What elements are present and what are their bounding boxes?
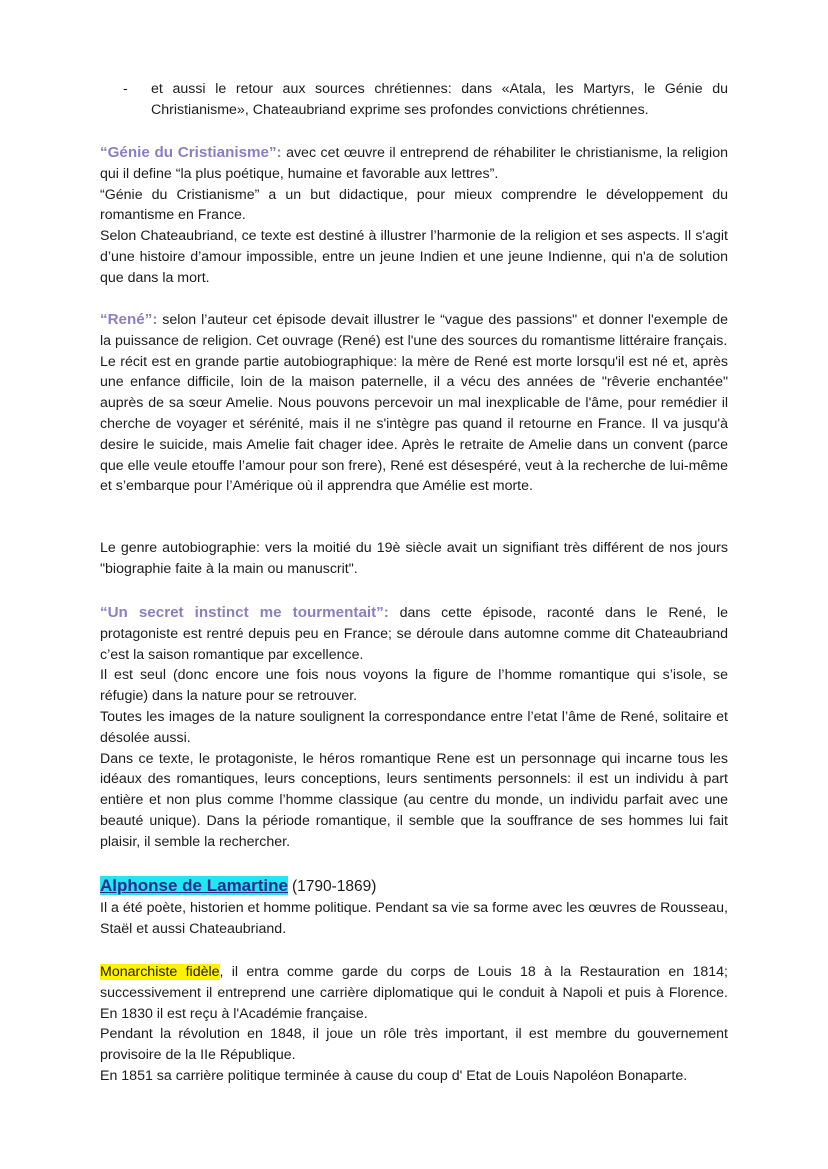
lamartine-section — [100, 876, 728, 939]
rene-section — [100, 310, 728, 497]
lamartine-name: Alphonse de Lamartine — [100, 876, 288, 895]
lamartine-paragraph-2: Monarchiste fidèle, il entra comme garde du corps de Louis 18 à la Restauration en 1814; successivement il entreprend une carrière diplomatique qui le conduit à Napoli et puis à Florence. En 1830 il est reçu à l'Académie française. — [100, 964, 728, 1022]
secret-paragraph-3: Toutes les images de la nature soulignent la correspondance entre l’etat l’âme de René, solitaire et désolée aussi. — [100, 708, 728, 746]
rene-title: “René”: — [100, 311, 158, 328]
genie-paragraph-3: Selon Chateaubriand, ce texte est destiné à illustrer l’harmonie de la religion et ses aspects. Il s'agit d’une histoire d’amour impossible, entre un jeune Indien et une jeune Indienne, qui n'a de solution que dans la mort. — [100, 228, 728, 286]
lamartine-paragraph-4: En 1851 sa carrière politique terminée à cause du coup d' Etat de Louis Napoléon Bonaparte. — [100, 1067, 688, 1084]
secret-paragraph-1: “Un secret instinct me tourmentait”: dans cette épisode, raconté dans le René, le protagoniste est rentré depuis peu en France; se déroule dans automne comme dit Chateaubriand c’est la saison romantique par excellence. — [100, 604, 728, 663]
secret-paragraph-4: Dans ce texte, le protagoniste, le héros romantique Rene est un personnage qui incarne tous les idéaux des romantiques, leurs conceptions, leurs sentiments personnels: il est un individu à part entière et non plus comme l’homme classique (au centre du monde, un individu parfait avec une beauté unique). Dans la période romantique, il semble que la souffrance de ses hommes lui fait plaisir, il semble la rechercher. — [100, 750, 728, 850]
genie-paragraph-2: “Génie du Cristianisme” a un but didactique, pour mieux comprendre le développement du romantisme en France. — [100, 186, 728, 224]
lamartine-career-section — [100, 962, 728, 1087]
monarchiste-highlight: Monarchiste fidèle — [100, 964, 220, 980]
secret-title: “Un secret instinct me tourmentait”: — [100, 604, 389, 621]
lamartine-paragraph-1: Il a été poète, historien et homme politique. Pendant sa vie sa forme avec les œuvres de Rousseau, Staël et aussi Chateaubriand. — [100, 899, 728, 937]
secret-paragraph-2: Il est seul (donc encore une fois nous voyons la figure de l’homme romantique qui s’isole, se réfugie) dans la nature pour se retrouver. — [100, 667, 728, 705]
genie-title: “Génie du Cristianisme”: — [100, 144, 282, 161]
secret-section — [100, 603, 728, 853]
rene-paragraph-2: Le récit est en grande partie autobiographique: la mère de René est morte lorsqu'il est né et, après une enfance difficile, loin de la maison paternelle, il a vécu des années de "rêverie enchantée" auprès de sa sœur Amelie. Nous pouvons percevoir un mal inexplicable de l'âme, pour remédier il cherche de voyager et sérénité, mais il ne s'intègre pas quand il retourne en France. Il va jusqu'à desire le suicide, mais Amelie fait chager idee. Après le retraite de Amelie dans un convent (parce que elle veule etouffe l’amour pour son frere), René est désespéré, veut à la recherche de lui-même et s’embarque pour l’Amérique où il apprendra que Amélie est morte. — [100, 353, 728, 495]
genie-section — [100, 143, 728, 289]
lamartine-paragraph-3: Pendant la révolution en 1848, il joue un rôle très important, il est membre du gouvernement provisoire de la IIe République. — [100, 1026, 728, 1064]
autobio-paragraph: Le genre autobiographie: vers la moitié du 19è siècle avait un signifiant très différent de nos jours "biographie faite à la main ou manuscrit". — [100, 540, 728, 577]
bullet-marker: - — [123, 81, 128, 97]
rene-paragraph-1: “René”: selon l’auteur cet épisode devait illustrer le “vague des passions" et donner l'exemple de la puissance de religion. Cet ouvrage (René) est l'une des sources du romantisme littéraire français. — [100, 311, 728, 349]
lamartine-dates: (1790-1869) — [291, 878, 377, 895]
autobio-section — [100, 538, 728, 580]
bullet-text: et aussi le retour aux sources chrétiennes: dans «Atala, les Martyrs, le Génie du Christianisme», Chateaubriand exprime ses profondes convictions chrétiennes. — [151, 81, 728, 118]
lamartine-heading — [100, 876, 728, 898]
genie-paragraph-1: “Génie du Cristianisme”: avec cet œuvre il entreprend de réhabiliter le christianisme, la religion qui il define “la plus poétique, humaine et favorable aux lettres”. — [100, 144, 728, 182]
